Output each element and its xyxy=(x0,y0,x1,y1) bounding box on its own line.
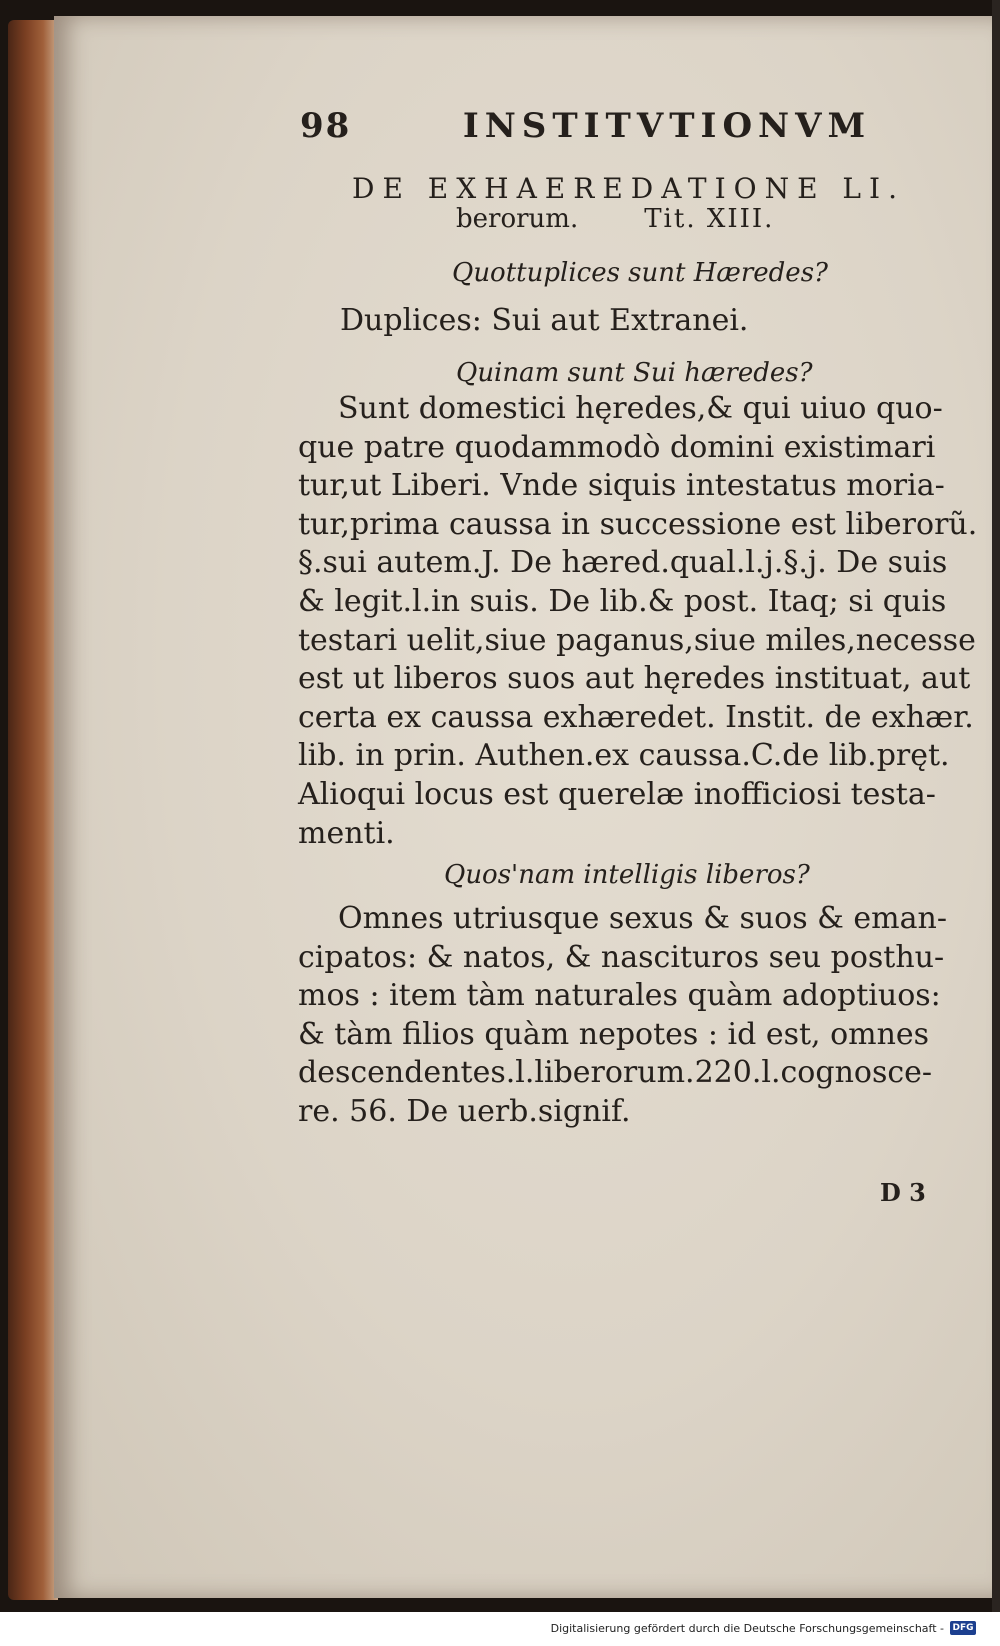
text-line: certa ex caussa exhæredet. Instit. de exhær. xyxy=(298,699,974,735)
text-line: tur,ut Liberi. Vnde siquis intestatus moria- xyxy=(298,468,945,504)
text-line: est ut liberos suos aut hęredes instituat, aut xyxy=(298,661,971,697)
question-3: Quos'nam intelligis liberos? xyxy=(444,860,810,890)
section-title-line2 xyxy=(456,204,956,234)
text-line: testari uelit,siue paganus,siue miles,necesse xyxy=(298,622,976,658)
catchword: D 3 xyxy=(880,1178,926,1207)
question-2: Quinam sunt Sui hæredes? xyxy=(456,358,813,388)
answer-2 xyxy=(298,390,978,853)
text-line: mos : item tàm naturales quàm adoptiuos: xyxy=(298,978,941,1014)
text-line: Duplices: Sui aut Extranei. xyxy=(340,303,749,338)
text-line: & legit.l.in suis. De lib.& post. Itaq; si quis xyxy=(298,583,947,619)
text-line: Alioqui locus est querelæ inofficiosi testa- xyxy=(298,776,936,812)
folio-number: 98 xyxy=(300,106,352,146)
running-head: INSTITVTIONVM xyxy=(462,106,872,146)
text-line: & tàm filios quàm nepotes : id est, omnes xyxy=(298,1016,930,1052)
dfg-logo-icon: DFG xyxy=(950,1621,976,1635)
text-line: cipatos: & natos, & nascituros seu posthu- xyxy=(298,939,945,975)
section-title-line1: DE EXHAEREDATIONE LI. xyxy=(352,172,905,205)
text-line: Omnes utriusque sexus & suos & eman- xyxy=(338,901,947,936)
text-line: descendentes.l.liberorum.220.l.cognosce- xyxy=(298,1055,933,1091)
text-line: lib. in prin. Authen.ex caussa.C.de lib.pręt. xyxy=(298,738,950,774)
text-line: re. 56. De uerb.signif. xyxy=(298,1093,631,1129)
right-gutter xyxy=(992,0,1000,1612)
text-line: §.sui autem.J. De hæred.qual.l.j.§.j. De suis xyxy=(298,545,948,581)
text-line: Sunt domestici hęredes,& qui uiuo quo- xyxy=(338,391,943,426)
title-number: Tit. XIII. xyxy=(644,204,775,234)
footer-bar xyxy=(0,1612,1000,1646)
answer-3 xyxy=(298,900,947,1132)
text-line: que patre quodammodò domini existimari xyxy=(298,429,936,465)
funding-credit: Digitalisierung gefördert durch die Deutsche Forschungsgemeinschaft - xyxy=(550,1622,944,1635)
book-edge xyxy=(8,20,58,1600)
page-header xyxy=(300,106,940,146)
question-1: Quottuplices sunt Hæredes? xyxy=(452,258,828,288)
text-line: menti. xyxy=(298,815,395,851)
answer-1 xyxy=(340,302,980,341)
title-continuation: berorum. xyxy=(456,204,579,234)
text-line: tur,prima caussa in successione est liberorũ. xyxy=(298,506,978,542)
